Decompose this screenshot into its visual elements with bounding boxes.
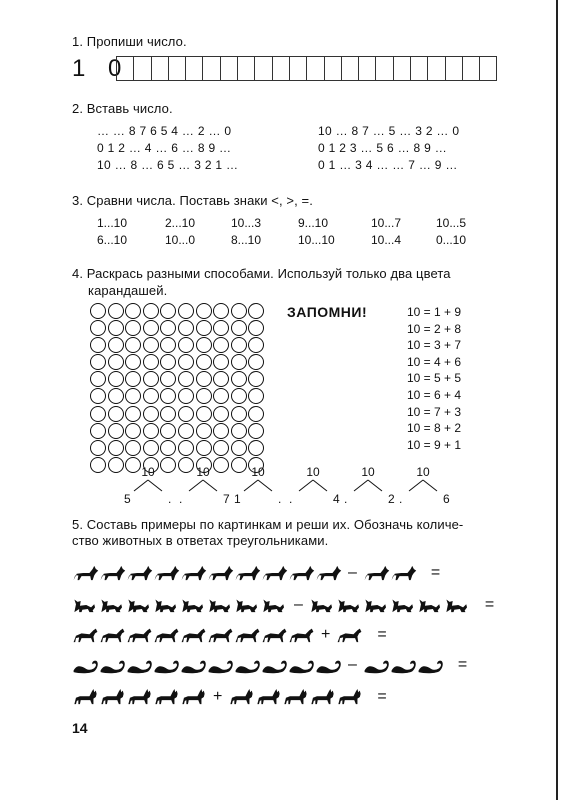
circle[interactable] bbox=[231, 303, 247, 319]
grid-cell[interactable] bbox=[358, 56, 375, 81]
cat-icon bbox=[363, 594, 390, 616]
circle[interactable] bbox=[108, 423, 124, 439]
circle[interactable] bbox=[160, 337, 176, 353]
task4-title-line2: карандашей. bbox=[88, 283, 168, 298]
circle[interactable] bbox=[125, 440, 141, 456]
task4-title-line1: 4. Раскрась разными способами. Используй только два цвета bbox=[72, 266, 451, 281]
tree-left-part: . bbox=[399, 492, 403, 506]
circle[interactable] bbox=[90, 388, 106, 404]
tree-branches bbox=[350, 479, 386, 495]
cat-icon bbox=[309, 594, 336, 616]
decomposition-item: 10 = 6 + 4 bbox=[407, 387, 462, 402]
circle[interactable] bbox=[213, 354, 229, 370]
swan-icon bbox=[234, 654, 261, 676]
swan-icon bbox=[126, 654, 153, 676]
circle[interactable] bbox=[143, 406, 159, 422]
tree-left-part: 5 bbox=[124, 492, 131, 506]
circle[interactable] bbox=[248, 406, 264, 422]
decomposition-item: 10 = 9 + 1 bbox=[407, 437, 462, 452]
cat-icon bbox=[234, 594, 261, 616]
compare-item: 10...7 bbox=[371, 216, 402, 230]
tree-branches bbox=[405, 479, 441, 495]
decomposition-list bbox=[407, 304, 461, 453]
grid-cell[interactable] bbox=[341, 56, 358, 81]
tree-branches bbox=[295, 479, 331, 495]
circle[interactable] bbox=[125, 354, 141, 370]
circle[interactable] bbox=[90, 303, 106, 319]
horse-icon bbox=[336, 624, 363, 646]
swan-icon bbox=[99, 654, 126, 676]
horse-icon bbox=[207, 624, 234, 646]
horse-icon bbox=[261, 624, 288, 646]
tree-branches bbox=[240, 479, 276, 495]
circle[interactable] bbox=[213, 320, 229, 336]
sequence-right-3: 0 1 … 3 4 … … 7 … 9 … bbox=[318, 158, 458, 172]
circle[interactable] bbox=[108, 440, 124, 456]
grid-cell[interactable] bbox=[220, 56, 237, 81]
circle[interactable] bbox=[248, 423, 264, 439]
horse-icon bbox=[234, 624, 261, 646]
dog-icon bbox=[207, 562, 234, 584]
compare-item: 10...0 bbox=[165, 233, 196, 247]
circle[interactable] bbox=[178, 406, 194, 422]
circle[interactable] bbox=[231, 388, 247, 404]
swan-icon bbox=[390, 654, 417, 676]
equals-sign: = bbox=[457, 656, 468, 673]
swan-icon bbox=[261, 654, 288, 676]
circle[interactable] bbox=[160, 388, 176, 404]
donkey-icon bbox=[282, 686, 309, 708]
tree-right-part: 7 bbox=[223, 492, 230, 506]
grid-cell[interactable] bbox=[151, 56, 168, 81]
circle[interactable] bbox=[213, 440, 229, 456]
dog-icon bbox=[99, 562, 126, 584]
circle[interactable] bbox=[108, 457, 124, 473]
donkey-icon bbox=[72, 686, 99, 708]
circle[interactable] bbox=[248, 303, 264, 319]
sequence-right-2: 0 1 2 3 … 5 6 … 8 9 … bbox=[318, 141, 448, 155]
donkey-icon bbox=[126, 686, 153, 708]
circle[interactable] bbox=[160, 320, 176, 336]
circle[interactable] bbox=[125, 303, 141, 319]
circle[interactable] bbox=[196, 337, 212, 353]
donkey-icon bbox=[309, 686, 336, 708]
circle[interactable] bbox=[125, 423, 141, 439]
equals-sign: = bbox=[430, 564, 441, 581]
circle[interactable] bbox=[178, 354, 194, 370]
circle[interactable] bbox=[231, 354, 247, 370]
writing-grid[interactable] bbox=[116, 56, 497, 81]
swan-icon bbox=[363, 654, 390, 676]
circle[interactable] bbox=[178, 320, 194, 336]
tree-left-part: . bbox=[289, 492, 293, 506]
dog-icon bbox=[390, 562, 417, 584]
circle[interactable] bbox=[160, 457, 176, 473]
cat-icon bbox=[126, 594, 153, 616]
task2-title: 2. Вставь число. bbox=[72, 101, 173, 116]
grid-cell[interactable] bbox=[168, 56, 185, 81]
compare-item: 9...10 bbox=[298, 216, 329, 230]
tree-top: 10 bbox=[251, 465, 265, 479]
circle[interactable] bbox=[143, 388, 159, 404]
circle[interactable] bbox=[178, 303, 194, 319]
circle[interactable] bbox=[213, 337, 229, 353]
circle[interactable] bbox=[90, 320, 106, 336]
circle[interactable] bbox=[125, 406, 141, 422]
decomposition-item: 10 = 8 + 2 bbox=[407, 421, 462, 436]
tree-top: 10 bbox=[141, 465, 155, 479]
donkey-icon bbox=[228, 686, 255, 708]
circle[interactable] bbox=[125, 371, 141, 387]
compare-item: 8...10 bbox=[231, 233, 262, 247]
cat-icon bbox=[153, 594, 180, 616]
circle[interactable] bbox=[160, 371, 176, 387]
circle[interactable] bbox=[90, 354, 106, 370]
cat-icon bbox=[99, 594, 126, 616]
compare-item: 1...10 bbox=[97, 216, 128, 230]
animal-row bbox=[72, 682, 393, 708]
tree-branches bbox=[185, 479, 221, 495]
circle[interactable] bbox=[231, 320, 247, 336]
cat-icon bbox=[207, 594, 234, 616]
page-number: 14 bbox=[72, 720, 88, 736]
task5-title-line1: 5. Составь примеры по картинкам и реши их. Обозначь количе- bbox=[72, 517, 464, 532]
circle[interactable] bbox=[90, 440, 106, 456]
grid-cell[interactable] bbox=[324, 56, 341, 81]
tree-right-part: . bbox=[278, 492, 282, 506]
circle[interactable] bbox=[178, 371, 194, 387]
grid-cell[interactable] bbox=[116, 56, 133, 81]
dog-icon bbox=[180, 562, 207, 584]
circle[interactable] bbox=[248, 337, 264, 353]
circle[interactable] bbox=[213, 303, 229, 319]
operator-sign: – bbox=[348, 656, 357, 673]
tree-top: 10 bbox=[416, 465, 430, 479]
circle[interactable] bbox=[90, 457, 106, 473]
swan-icon bbox=[417, 654, 444, 676]
dog-icon bbox=[153, 562, 180, 584]
donkey-icon bbox=[153, 686, 180, 708]
equals-sign: = bbox=[484, 596, 495, 613]
circle[interactable] bbox=[231, 423, 247, 439]
grid-cell[interactable] bbox=[272, 56, 289, 81]
tree-right-part: 4 bbox=[333, 492, 340, 506]
circle[interactable] bbox=[143, 303, 159, 319]
circle[interactable] bbox=[196, 371, 212, 387]
grid-cell[interactable] bbox=[289, 56, 306, 81]
animal-row bbox=[72, 590, 500, 616]
dog-icon bbox=[72, 562, 99, 584]
tree-right-part: . bbox=[168, 492, 172, 506]
circle[interactable] bbox=[90, 423, 106, 439]
circle[interactable] bbox=[143, 320, 159, 336]
circle[interactable] bbox=[248, 440, 264, 456]
circle[interactable] bbox=[125, 320, 141, 336]
task3-title: 3. Сравни числа. Поставь знаки <, >, =. bbox=[72, 193, 313, 208]
tree-top: 10 bbox=[306, 465, 320, 479]
tree-branches bbox=[130, 479, 166, 495]
operator-sign: + bbox=[213, 688, 223, 705]
grid-cell[interactable] bbox=[375, 56, 392, 81]
animal-row bbox=[72, 558, 446, 584]
circle[interactable] bbox=[248, 371, 264, 387]
circle[interactable] bbox=[108, 371, 124, 387]
grid-cell[interactable] bbox=[410, 56, 427, 81]
circle[interactable] bbox=[108, 303, 124, 319]
donkey-icon bbox=[336, 686, 363, 708]
circle[interactable] bbox=[108, 354, 124, 370]
swan-icon bbox=[315, 654, 342, 676]
compare-item: 10...4 bbox=[371, 233, 402, 247]
circle[interactable] bbox=[125, 388, 141, 404]
equals-sign: = bbox=[377, 626, 387, 643]
circle[interactable] bbox=[143, 440, 159, 456]
sequence-left-2: 0 1 2 … 4 … 6 … 8 9 … bbox=[97, 141, 232, 155]
horse-icon bbox=[288, 624, 315, 646]
dog-icon bbox=[315, 562, 342, 584]
circle[interactable] bbox=[143, 371, 159, 387]
decomposition-item: 10 = 4 + 6 bbox=[407, 354, 462, 369]
cat-icon bbox=[261, 594, 288, 616]
dog-icon bbox=[363, 562, 390, 584]
circle[interactable] bbox=[231, 440, 247, 456]
swan-icon bbox=[180, 654, 207, 676]
grid-cell[interactable] bbox=[237, 56, 254, 81]
circle[interactable] bbox=[231, 371, 247, 387]
tree-left-part: 1 bbox=[234, 492, 241, 506]
donkey-icon bbox=[255, 686, 282, 708]
tree-right-part: 6 bbox=[443, 492, 450, 506]
sequence-left-1: … … 8 7 6 5 4 … 2 … 0 bbox=[97, 124, 232, 138]
horse-icon bbox=[153, 624, 180, 646]
operator-sign: – bbox=[348, 564, 357, 581]
operator-sign: + bbox=[321, 626, 331, 643]
circle[interactable] bbox=[125, 337, 141, 353]
page-edge bbox=[556, 0, 558, 800]
grid-cell[interactable] bbox=[445, 56, 462, 81]
grid-cell[interactable] bbox=[462, 56, 479, 81]
circle[interactable] bbox=[90, 406, 106, 422]
circle[interactable] bbox=[160, 440, 176, 456]
dog-icon bbox=[288, 562, 315, 584]
decomposition-item: 10 = 5 + 5 bbox=[407, 371, 462, 386]
tree-top: 10 bbox=[196, 465, 210, 479]
circle[interactable] bbox=[213, 371, 229, 387]
circle[interactable] bbox=[248, 354, 264, 370]
cat-icon bbox=[72, 594, 99, 616]
circle[interactable] bbox=[143, 423, 159, 439]
circle[interactable] bbox=[178, 388, 194, 404]
circle[interactable] bbox=[108, 320, 124, 336]
horse-icon bbox=[180, 624, 207, 646]
circle[interactable] bbox=[231, 337, 247, 353]
horse-icon bbox=[99, 624, 126, 646]
circle[interactable] bbox=[196, 354, 212, 370]
grid-cell[interactable] bbox=[479, 56, 496, 81]
decomposition-item: 10 = 1 + 9 bbox=[407, 305, 462, 319]
dog-icon bbox=[234, 562, 261, 584]
horse-icon bbox=[126, 624, 153, 646]
cat-icon bbox=[390, 594, 417, 616]
remember-heading: ЗАПОМНИ! bbox=[287, 304, 368, 320]
operator-sign: – bbox=[294, 596, 303, 613]
circle[interactable] bbox=[213, 457, 229, 473]
cat-icon bbox=[417, 594, 444, 616]
circle[interactable] bbox=[178, 423, 194, 439]
circle[interactable] bbox=[213, 406, 229, 422]
tree-right-part: 2 bbox=[388, 492, 395, 506]
cat-icon bbox=[180, 594, 207, 616]
task1-title: 1. Пропиши число. bbox=[72, 34, 187, 49]
swan-icon bbox=[207, 654, 234, 676]
swan-icon bbox=[288, 654, 315, 676]
grid-cell[interactable] bbox=[133, 56, 150, 81]
circle[interactable] bbox=[196, 320, 212, 336]
grid-cell[interactable] bbox=[393, 56, 410, 81]
swan-icon bbox=[153, 654, 180, 676]
circle[interactable] bbox=[213, 423, 229, 439]
compare-item: 10...5 bbox=[436, 216, 467, 230]
circle[interactable] bbox=[178, 440, 194, 456]
donkey-icon bbox=[99, 686, 126, 708]
decomposition-item: 10 = 7 + 3 bbox=[407, 404, 462, 419]
circle[interactable] bbox=[160, 406, 176, 422]
animal-row bbox=[72, 620, 393, 646]
cat-icon bbox=[444, 594, 471, 616]
circle[interactable] bbox=[196, 303, 212, 319]
cat-icon bbox=[336, 594, 363, 616]
circle[interactable] bbox=[160, 423, 176, 439]
swan-icon bbox=[72, 654, 99, 676]
circle[interactable] bbox=[248, 388, 264, 404]
tree-left-part: . bbox=[344, 492, 348, 506]
horse-icon bbox=[72, 624, 99, 646]
circle[interactable] bbox=[108, 406, 124, 422]
circle[interactable] bbox=[143, 337, 159, 353]
circle[interactable] bbox=[231, 406, 247, 422]
donkey-icon bbox=[180, 686, 207, 708]
task5-title-line2: ство животных в ответах треугольниками. bbox=[72, 533, 329, 548]
grid-cell[interactable] bbox=[306, 56, 323, 81]
dog-icon bbox=[126, 562, 153, 584]
circle[interactable] bbox=[196, 423, 212, 439]
circle[interactable] bbox=[213, 388, 229, 404]
decomposition-item: 10 = 2 + 8 bbox=[407, 321, 462, 336]
circle[interactable] bbox=[160, 303, 176, 319]
compare-item: 10...3 bbox=[231, 216, 262, 230]
grid-cell[interactable] bbox=[254, 56, 271, 81]
tree-left-part: . bbox=[179, 492, 183, 506]
animal-row bbox=[72, 650, 473, 676]
equals-sign: = bbox=[377, 688, 387, 705]
decomposition-item: 10 = 3 + 7 bbox=[407, 338, 462, 353]
compare-item: 2...10 bbox=[165, 216, 196, 230]
circle[interactable] bbox=[248, 320, 264, 336]
circle[interactable] bbox=[178, 337, 194, 353]
circle[interactable] bbox=[90, 371, 106, 387]
sequence-left-3: 10 … 8 … 6 5 … 3 2 1 … bbox=[97, 158, 239, 172]
grid-cell[interactable] bbox=[185, 56, 202, 81]
compare-item: 0...10 bbox=[436, 233, 467, 247]
circle[interactable] bbox=[231, 457, 247, 473]
circle[interactable] bbox=[143, 354, 159, 370]
circle[interactable] bbox=[196, 440, 212, 456]
circle-grid bbox=[90, 303, 266, 474]
task1-number: 1 0 bbox=[72, 55, 130, 82]
compare-item: 10...10 bbox=[298, 233, 335, 247]
circle[interactable] bbox=[160, 354, 176, 370]
sequence-right-1: 10 … 8 7 … 5 … 3 2 … 0 bbox=[318, 124, 460, 138]
circle[interactable] bbox=[196, 406, 212, 422]
circle[interactable] bbox=[90, 337, 106, 353]
compare-item: 6...10 bbox=[97, 233, 128, 247]
grid-cell[interactable] bbox=[427, 56, 444, 81]
circle[interactable] bbox=[196, 388, 212, 404]
grid-cell[interactable] bbox=[202, 56, 219, 81]
circle[interactable] bbox=[108, 388, 124, 404]
circle[interactable] bbox=[108, 337, 124, 353]
dog-icon bbox=[261, 562, 288, 584]
tree-top: 10 bbox=[361, 465, 375, 479]
